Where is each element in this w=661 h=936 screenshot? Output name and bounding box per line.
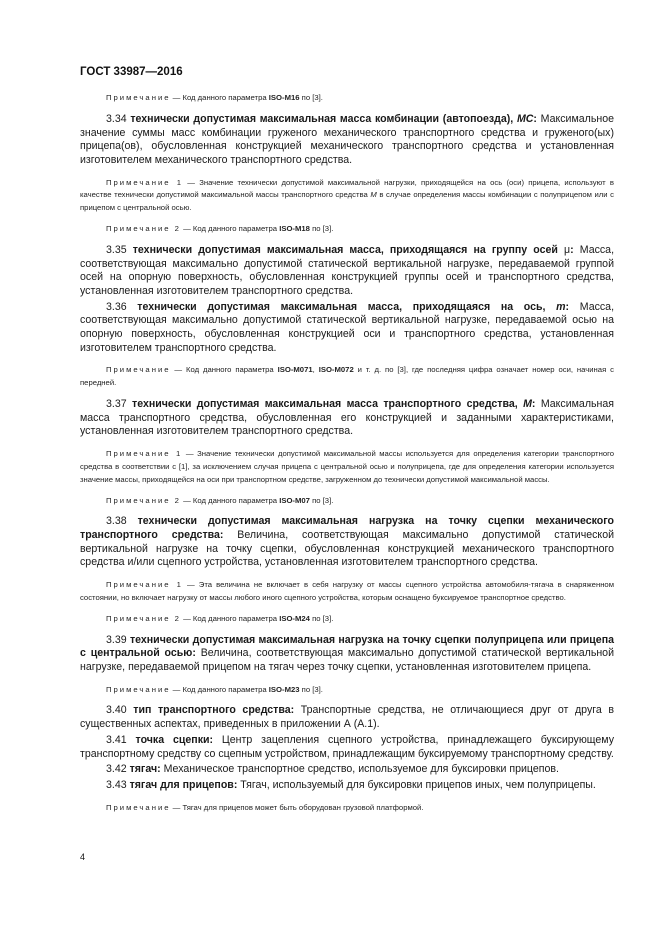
term-3-41: 3.41 точка сцепки: Центр зацепления сцепного устройства, принадлежащего буксирующему транспортному средству со сцепным устройством, принадлежащим буксируемому транспортному средству. <box>80 733 614 760</box>
term-3-43: 3.43 тягач для прицепов: Тягач, используемый для буксировки прицепов иных, чем полуприцепы. <box>106 778 596 791</box>
note-3-34-2: Примечание 2 — Код данного параметра ISO-M18 по [3]. <box>106 224 334 233</box>
note-3-33: Примечание — Код данного параметра ISO-M16 по [3]. <box>106 93 323 102</box>
note-3-34-1: Примечание 1 — Значение технически допустимой максимальной нагрузки, приходящейся на ось (оси) прицепа, используют в качестве технически допустимой максимальной массы транспортного средства М в случае определения массы комбинации с полуприцепом или с прицепом с центральной осью. <box>80 177 614 213</box>
term-3-42: 3.42 тягач: Механическое транспортное средство, используемое для буксировки прицепов. <box>106 763 559 776</box>
note-3-43: Примечание — Тягач для прицепов может быть оборудован грузовой платформой. <box>106 802 424 812</box>
note-3-37-1: Примечание 1 — Значение технически допустимой максимальной массы используется для определения категории транспортного средства в соответствии с [1], за исключением случая прицепа с центральной осью и полуприцепа, где для определения категории используется значение массы, приходящейся на оси при транспортном средстве, загруженном до технически допустимой максимальной массы. <box>80 449 615 484</box>
page-number: 4 <box>80 852 86 862</box>
term-3-34: 3.34 технически допустимая максимальная масса комбинации (автопоезда), MC: Максимальное значение суммы масс комбинации груженого механического транспортного средства и груженого(ых) прицепа(ов), обусловленная конструкцией механического транспортного средства и установленная изготовителем механического транспортного средства. <box>80 112 614 166</box>
page-header: ГОСТ 33987—2016 <box>80 66 183 78</box>
term-3-35: 3.35 технически допустимая максимальная масса, приходящаяся на группу осей μ: Масса, соответствующая максимально допустимой статической вертикальной нагрузке, передаваемой группой осей на опорную поверхность, обусловленная конструкцией группы осей и транспортного средства, установленная изготовителем транспортного средства. <box>80 243 615 297</box>
term-3-37: 3.37 технически допустимая максимальная масса транспортного средства, М: Максимальная масса транспортного средства, обусловленная его конструкцией и заданными характеристиками, установленная изготовителем транспортного средства. <box>80 398 615 438</box>
note-3-36: Примечание — Код данного параметра ISO-M071, ISO-M072 и т. д. по [3], где последняя цифра означает номер оси, начиная с передней. <box>80 365 614 388</box>
term-3-39: 3.39 технически допустимая максимальная нагрузка на точку сцепки полуприцепа или прицепа с центральной осью: Величина, соответствующая максимально допустимой статической вертикальной нагрузке, передаваемой прицепом на тягач через точку сцепки, установленная изготовителем прицепа. <box>80 633 614 673</box>
term-3-40: 3.40 тип транспортного средства: Транспортные средства, не отличающиеся друг от друга в существенных аспектах, приведенных в приложении А (А.1). <box>80 704 615 731</box>
note-3-39: Примечание — Код данного параметра ISO-M23 по [3]. <box>106 684 323 694</box>
page-content <box>80 92 614 822</box>
term-3-38: 3.38 технически допустимая максимальная нагрузка на точку сцепки механического транспортного средства: Величина, соответствующая максимально допустимой статической вертикальной нагрузке на точку сцепки, обусловленная конструкцией механического транспортного средства и/или сцепного устройства, установленная изготовителем транспортного средства. <box>80 515 614 569</box>
note-3-37-2: Примечание 2 — Код данного параметра ISO-M07 по [3]. <box>106 495 334 505</box>
note-3-38-1: Примечание 1 — Эта величина не включает в себя нагрузку от массы сцепного устройства автомобиля-тягача в снаряженном состоянии, но включает нагрузку от массы любого иного сцепного устройства, которым оснащено буксируемое транспортное средство. <box>80 580 614 602</box>
note-3-38-2: Примечание 2 — Код данного параметра ISO-M24 по [3]. <box>106 613 334 623</box>
term-3-36: 3.36 технически допустимая максимальная масса, приходящаяся на ось, m: Масса, соответствующая максимально допустимой статической вертикальной нагрузке, передаваемой осью на опорную поверхность, обусловленная конструкцией оси и транспортного средства, установленная изготовителем транспортного средства. <box>80 300 615 354</box>
